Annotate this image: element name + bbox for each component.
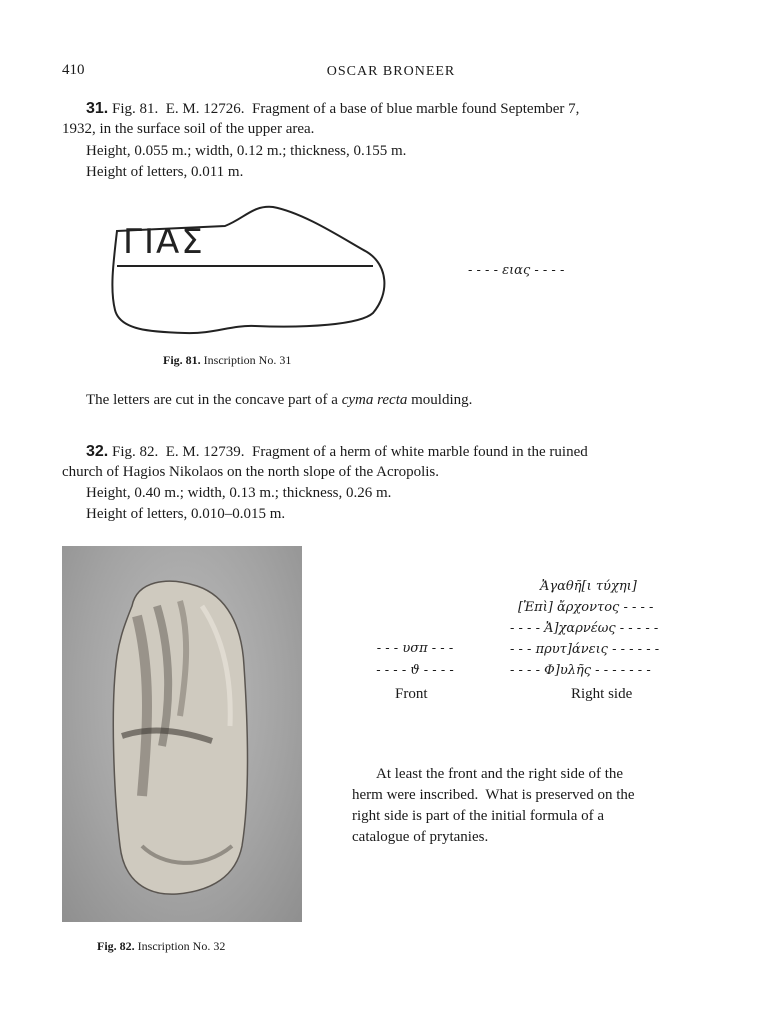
drawing-letters: ΓΙΑΣ (123, 222, 205, 262)
entry-31-letter-height: Height of letters, 0.011 m. (86, 164, 244, 180)
figure-82-caption-text: Inscription No. 32 (137, 939, 226, 953)
herm-photograph-fig82 (62, 546, 302, 922)
figure-81-caption (163, 353, 291, 368)
front-label: Front (395, 686, 428, 702)
entry-32-letter-height: Height of letters, 0.010–0.015 m. (86, 506, 286, 522)
entry-31-heading (86, 98, 579, 120)
front-line-2: - - - - ϑ - - - - (376, 663, 454, 678)
figure-82-caption (97, 939, 225, 954)
front-transcription (350, 638, 480, 682)
right-side-transcription (510, 576, 725, 681)
figure-81-caption-label: Fig. 81. (163, 353, 201, 367)
figure-81-caption-text: Inscription No. 31 (203, 353, 292, 367)
entry-32-heading (86, 441, 588, 463)
entry-31-note: The letters are cut in the concave part of a cyma recta moulding. (86, 392, 473, 408)
entry-31-line1: Fig. 81. E. M. 12726. Fragment of a base of blue marble found September 7, (112, 101, 580, 117)
right-line-1: Ἀγαθῆ[ι τύχηι] (540, 579, 637, 594)
entry-31-line2: 1932, in the surface soil of the upper area. (62, 121, 315, 137)
entry-32-para-line-3: right side is part of the initial formula of a (352, 808, 605, 824)
entry-32-number: 32. (86, 443, 109, 460)
entry-32-para-line-2: herm were inscribed. What is preserved on the (352, 787, 635, 803)
right-line-4: - - - πρυτ]άνεις - - - - - - (510, 642, 660, 657)
right-line-3: - - - - Ἀ]χαρνέως - - - - - (510, 621, 659, 636)
cyma-recta-term: cyma recta (341, 392, 408, 408)
entry-31-number: 31. (86, 100, 109, 117)
transcription-31: - - - - ειας - - - - (468, 263, 565, 278)
entry-32-line1: Fig. 82. E. M. 12739. Fragment of a herm of white marble found in the ruined (112, 444, 588, 460)
right-side-label: Right side (571, 686, 633, 702)
transcription-31-word: ειας (502, 263, 531, 278)
entry-32-para-line-4: catalogue of prytanies. (352, 829, 489, 845)
running-title: OSCAR BRONEER (326, 64, 456, 79)
entry-32-para-line-1: At least the front and the right side of the (376, 766, 624, 782)
herm-fragment-shape (62, 546, 302, 922)
page-number: 410 (62, 62, 85, 78)
entry-32-line2: church of Hagios Nikolaos on the north slope of the Acropolis. (62, 464, 440, 480)
right-line-2: [Ἐπὶ] ἄρχοντος - - - - (518, 600, 654, 615)
entry-32-dimensions: Height, 0.40 m.; width, 0.13 m.; thickness, 0.26 m. (86, 485, 392, 501)
right-line-5: - - - - Φ]υλῆς - - - - - - - (510, 663, 651, 678)
figure-82-caption-label: Fig. 82. (97, 939, 135, 953)
front-line-1: - - - υσπ - - - (376, 641, 454, 656)
entry-31-dimensions: Height, 0.055 m.; width, 0.12 m.; thickness, 0.155 m. (86, 143, 407, 159)
fragment-drawing-fig81 (105, 195, 395, 340)
